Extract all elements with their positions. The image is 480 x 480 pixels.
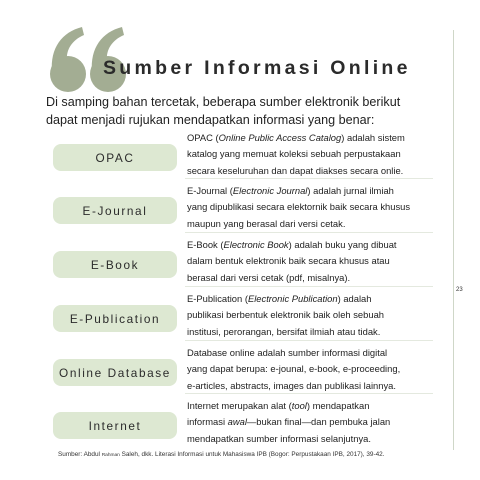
text-segment: E-Publication ( [187,293,248,304]
text-segment: ) adalah [337,293,372,304]
page-number: 23 [456,287,463,293]
description-line [187,431,449,447]
text-segment: ) adalah sistem [341,132,405,143]
text-segment: e-articles, abstracts, images dan publikasi lainnya. [187,379,396,391]
italic-term: awal [227,416,247,428]
description-line [187,253,449,269]
description-line [187,345,449,361]
description-line [187,324,449,340]
entry-divider [185,393,433,394]
description-line [187,199,449,215]
entry-description [187,237,449,286]
text-segment: berasal dari versi cetak (pdf, misalnya). [187,271,351,283]
text-segment: ) adalah jurnal ilmiah [307,185,394,196]
text-segment: E-Book ( [187,239,224,250]
citation-suffix: Saleh, dkk. Literasi Informasi untuk Mahasiswa IPB (Bogor: Perpustakaan IPB, 2017), 39-42. [119,451,385,458]
text-segment: katalog yang memuat koleksi sebuah perpustakaan [187,148,401,160]
entry-description [187,291,449,340]
text-segment: —bukan final—dan pembuka jalan [246,416,391,428]
page-rule [453,30,454,450]
text-segment: yang dipublikasi secara elektornik baik secara khusus [187,201,411,213]
pill-e-journal: E-Journal [53,197,177,224]
description-line [187,398,449,414]
description-line [187,291,449,307]
intro-line: dapat menjadi rujukan mendapatkan informasi yang benar: [46,113,375,127]
description-line [187,163,449,179]
entry-description [187,398,449,447]
text-segment: OPAC ( [187,132,219,143]
description-line [187,361,449,377]
italic-term: Electronic Journal [232,185,308,196]
text-segment: secara keseluruhan dan dapat diakses secara onlie. [187,164,404,176]
citation-prefix: Sumber: Abdul [58,451,102,458]
page-title: Sumber Informasi Online [103,57,411,79]
intro-line: Di samping bahan tercetak, beberapa sumber elektronik berikut [46,95,401,109]
text-segment: ) adalah buku yang dibuat [288,239,397,250]
source-citation [58,451,384,458]
pill-internet: Internet [53,412,177,439]
pill-e-book: E-Book [53,251,177,278]
italic-term: Online Public Access Catalog [218,132,342,143]
italic-term: tool [291,400,307,411]
description-line [187,270,449,286]
description-line [187,130,449,146]
entry-divider [185,340,433,341]
entry-description [187,130,449,179]
entry-description [187,183,449,232]
description-line [187,237,449,253]
description-line [187,307,449,323]
text-segment: publikasi berbentuk elektronik baik oleh sebuah [187,309,385,321]
entry-divider [185,286,433,287]
description-line [187,146,449,162]
citation-small: Rahman [101,453,120,458]
italic-term: Electronic Book [223,239,289,250]
description-line [187,414,449,430]
description-line [187,216,449,232]
pill-e-publication: E-Publication [53,305,177,332]
entry-divider [185,232,433,233]
entry-description [187,345,449,394]
text-segment: dalam bentuk elektronik baik secara khusus atau [187,255,390,267]
entry-divider [185,178,433,179]
text-segment: ) mendapatkan [306,400,370,411]
text-segment: Internet merupakan alat ( [187,400,292,411]
pill-opac: OPAC [53,144,177,171]
text-segment: Database online adalah sumber informasi digital [187,347,388,358]
text-segment: institusi, perorangan, bersifat ilmiah atau tidak. [187,325,381,337]
italic-term: Electronic Publication [247,293,338,304]
description-line [187,183,449,199]
pill-online-database: Online Database [53,359,177,386]
text-segment: informasi [187,416,228,428]
text-segment: mendapatkan sumber informasi selanjutnya. [187,432,371,444]
text-segment: maupun yang berasal dari versi cetak. [187,217,346,229]
description-line [187,378,449,394]
text-segment: yang dapat berupa: e-jounal, e-book, e-proceeding, [187,363,401,375]
intro-text [46,93,446,129]
text-segment: E-Journal ( [187,185,233,196]
